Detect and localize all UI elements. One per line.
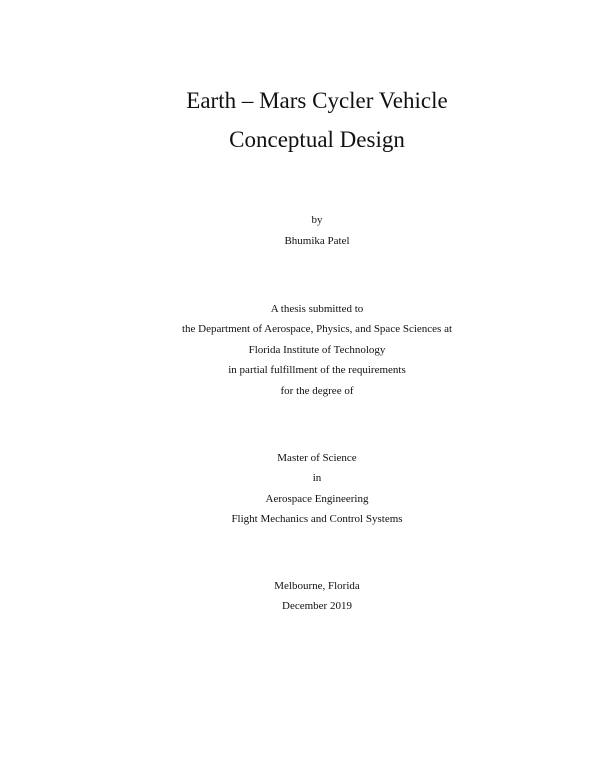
degree-line-1: Master of Science [277, 452, 357, 464]
thesis-title-line-2: Conceptual Design [229, 127, 405, 152]
degree-line-2: in [312, 472, 322, 484]
submission-line-4: in partial fulfillment of the requirements [228, 364, 406, 376]
submission-line-1: A thesis submitted to [270, 303, 364, 315]
degree-line-3: Aerospace Engineering [265, 493, 369, 505]
location: Melbourne, Florida [274, 580, 360, 592]
date: December 2019 [282, 600, 352, 612]
by-label: by [311, 214, 323, 226]
degree-line-4: Flight Mechanics and Control Systems [231, 513, 403, 525]
submission-line-3: Florida Institute of Technology [248, 344, 386, 356]
submission-line-5: for the degree of [280, 385, 354, 397]
thesis-title-line-1: Earth – Mars Cycler Vehicle [186, 88, 448, 113]
author-name: Bhumika Patel [284, 235, 350, 247]
submission-line-2: the Department of Aerospace, Physics, and Space Sciences at [181, 323, 453, 335]
